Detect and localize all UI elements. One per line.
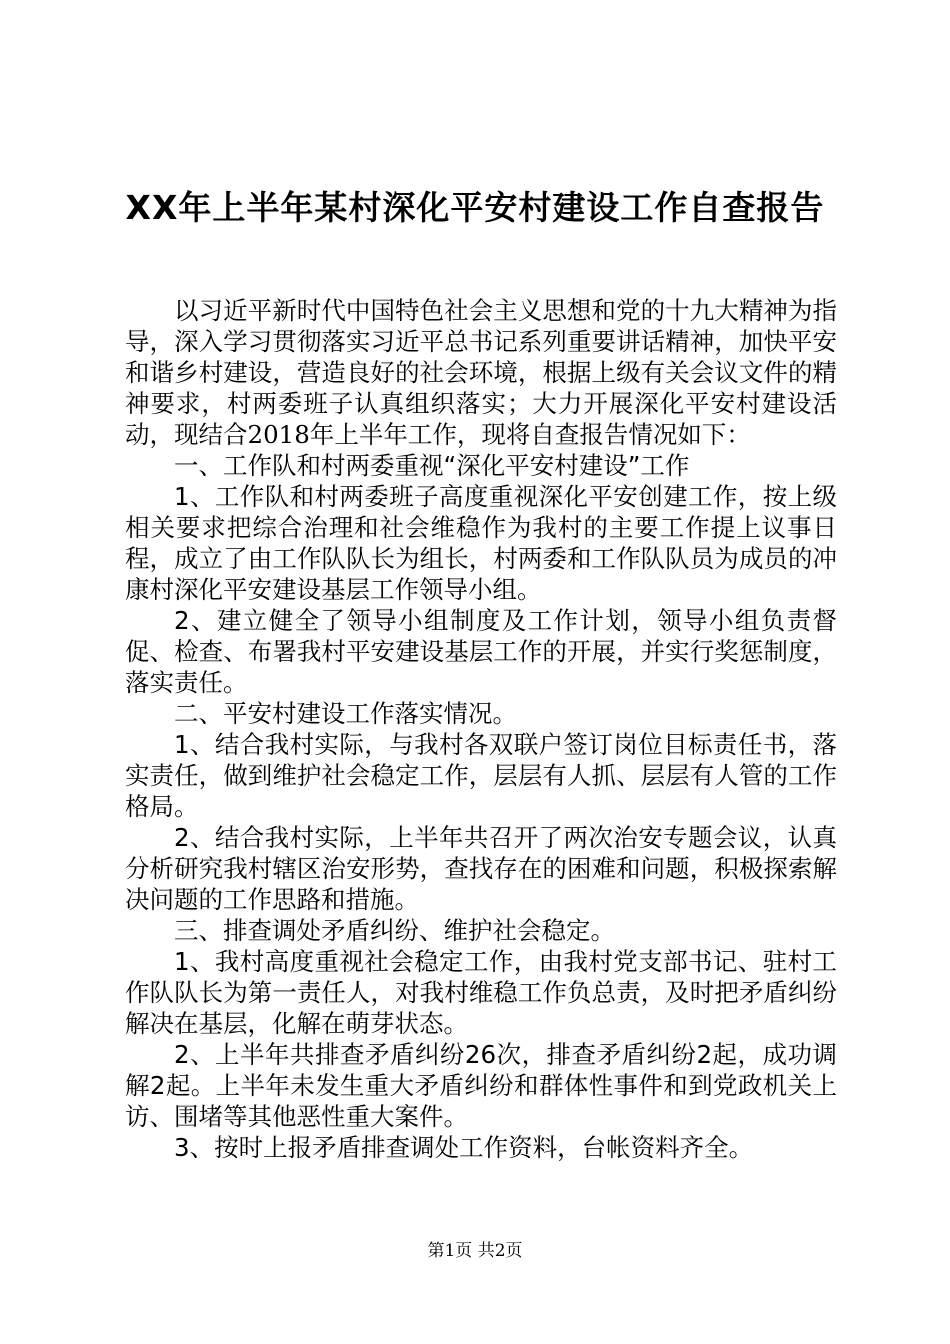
body-paragraph-mixed bbox=[125, 1039, 837, 1132]
page-indicator: 第1页 共2页 bbox=[427, 1241, 523, 1261]
document-body bbox=[125, 295, 837, 1163]
body-paragraph: 2、结合我村实际，上半年共召开了两次治安专题会议，认真分析研究我村辖区治安形势，查找存在的困难和问题，积极探索解决问题的工作思路和措施。 bbox=[125, 823, 837, 914]
document-title: XX年上半年某村深化平安村建设工作自查报告 bbox=[125, 188, 825, 227]
body-paragraph-part: 上半年未发生重大矛盾纠纷和群体性事件和到党政机关上访、围堵等其他恶性重大案件。 bbox=[125, 1071, 837, 1131]
body-paragraph: 1、结合我村实际，与我村各双联户签订岗位目标责任书，落实责任，做到维护社会稳定工作，层层有人抓、层层有人管的工作格局。 bbox=[125, 730, 837, 821]
body-paragraph-part: 2、上半年共排查矛盾纠纷26次，排查矛盾纠纷2起，成功调解2起。 bbox=[125, 1040, 837, 1100]
intro-paragraph: 以习近平新时代中国特色社会主义思想和党的十九大精神为指导，深入学习贯彻落实习近平总书记系列重要讲话精神，加快平安和谐乡村建设，营造良好的社会环境，根据上级有关会议文件的精神要求，村两委班子认真组织落实；大力开展深化平安村建设活动，现结合2018年上半年工作，现将自查报告情况如下： bbox=[125, 296, 837, 449]
section-heading-3: 三、排查调处矛盾纠纷、维护社会稳定。 bbox=[174, 916, 615, 945]
body-paragraph: 2、建立健全了领导小组制度及工作计划，领导小组负责督促、检查、布署我村平安建设基层工作的开展，并实行奖惩制度，落实责任。 bbox=[125, 606, 837, 697]
body-paragraph: 3、按时上报矛盾排查调处工作资料，台帐资料齐全。 bbox=[174, 1133, 754, 1162]
body-paragraph: 1、工作队和村两委班子高度重视深化平安创建工作，按上级相关要求把综合治理和社会维稳作为我村的主要工作提上议事日程，成立了由工作队队长为组长，村两委和工作队队员为成员的冲康村深化平安建设基层工作领导小组。 bbox=[125, 482, 837, 604]
body-paragraph: 1、我村高度重视社会稳定工作，由我村党支部书记、驻村工作队队长为第一责任人，对我村维稳工作负总责，及时把矛盾纠纷解决在基层，化解在萌芽状态。 bbox=[125, 947, 837, 1038]
section-heading-1: 一、工作队和村两委重视“深化平安村建设”工作 bbox=[174, 451, 690, 480]
section-heading-2: 二、平安村建设工作落实情况。 bbox=[174, 699, 517, 728]
